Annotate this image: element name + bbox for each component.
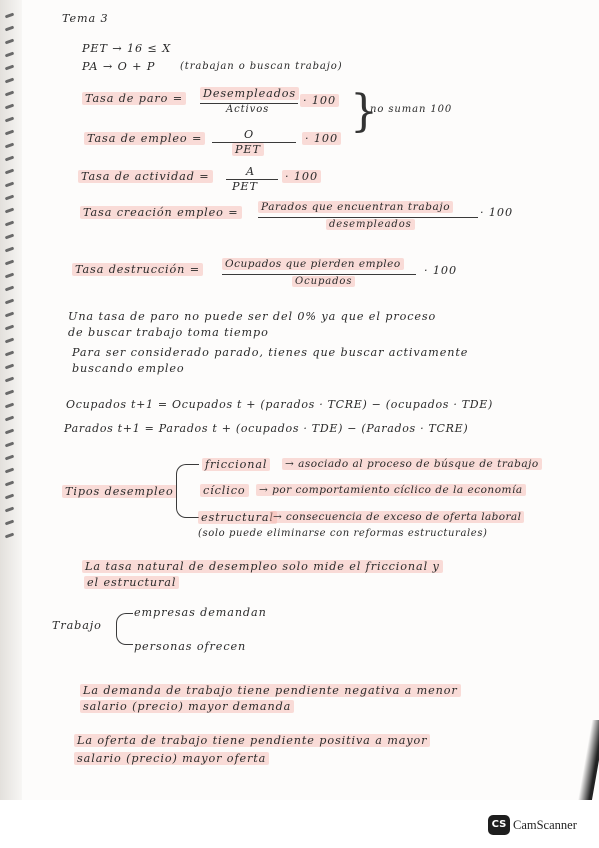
page-edge-shadow [578,720,599,800]
demanda-line: salario (precio) mayor demanda [80,700,294,713]
pa-note: (trabajan o buscan trabajo) [180,61,343,72]
tipo-friccional-desc: → asociado al proceso de búsque de trabajo [282,458,542,470]
note-title: Tema 3 [62,12,109,25]
tasa-destruccion-multiplier: · 100 [424,264,457,277]
no-suman-note: no suman 100 [370,104,453,115]
tasa-destruccion-label: Tasa destrucción = [72,263,203,276]
tasa-paro-denominator: Activos [226,104,270,115]
brace-icon: } [350,86,378,137]
paragraph-line: buscando empleo [72,362,185,375]
tipo-estructural-desc: → consecuencia de exceso de oferta laboral [270,511,524,523]
demanda-line: La demanda de trabajo tiene pendiente negativa a menor [80,684,461,697]
tasa-empleo-denominator: PET [232,143,264,156]
tasa-creacion-label: Tasa creación empleo = [80,206,242,219]
equation-parados: Parados t+1 = Parados t + (ocupados · TDE) − (Parados · TCRE) [64,422,469,435]
camscanner-logo-icon: CS [488,815,510,835]
paragraph-line: Para ser considerado parado, tienes que buscar activamente [72,346,469,359]
tasa-paro-label: Tasa de paro = [82,92,186,105]
oferta-line: salario (precio) mayor oferta [74,752,269,765]
tasa-actividad-denominator: PET [232,180,258,193]
tasa-destruccion-numerator: Ocupados que pierden empleo [222,258,404,270]
tasa-actividad-label: Tasa de actividad = [78,170,213,183]
branch-bracket [116,613,133,645]
tipo-estructural: estructural [198,511,277,524]
tasa-creacion-multiplier: · 100 [480,206,513,219]
trabajo-label: Trabajo [52,619,102,632]
natural-rate-line: La tasa natural de desempleo solo mide el friccional y [82,560,443,573]
natural-rate-line: el estructural [84,576,179,589]
tipo-estructural-note: (solo puede eliminarse con reformas estructurales) [198,528,488,539]
tasa-actividad-numerator: A [246,165,255,178]
paragraph-line: de buscar trabajo toma tiempo [68,326,269,339]
tipo-friccional: friccional [202,458,270,471]
tasa-paro-multiplier: · 100 [300,94,339,107]
equation-ocupados: Ocupados t+1 = Ocupados t + (parados · TCRE) − (ocupados · TDE) [66,398,494,411]
tasa-actividad-multiplier: · 100 [282,170,321,183]
tasa-creacion-denominator: desempleados [326,219,415,230]
pet-definition: PET → 16 ≤ X [82,42,172,55]
tasa-empleo-label: Tasa de empleo = [84,132,205,145]
tipo-ciclico-desc: → por comportamiento cíclico de la economía [256,484,526,496]
oferta-line: La oferta de trabajo tiene pendiente positiva a mayor [74,734,430,747]
branch-bracket [176,464,199,518]
tasa-creacion-numerator: Parados que encuentran trabajo [258,201,453,213]
tipo-ciclico: cíclico [200,484,249,497]
tasa-destruccion-denominator: Ocupados [292,276,355,287]
tasa-paro-numerator: Desempleados [200,87,299,100]
tasa-empleo-multiplier: · 100 [302,132,341,145]
tasa-empleo-numerator: O [244,128,255,141]
paragraph-line: Una tasa de paro no puede ser del 0% ya que el proceso [68,310,437,323]
tipos-desempleo-label: Tipos desempleo [62,485,177,498]
pa-definition: PA → O + P [82,60,156,73]
camscanner-watermark: CamScanner [513,818,577,832]
trabajo-empresas: empresas demandan [134,606,267,619]
trabajo-personas: personas ofrecen [134,640,247,653]
